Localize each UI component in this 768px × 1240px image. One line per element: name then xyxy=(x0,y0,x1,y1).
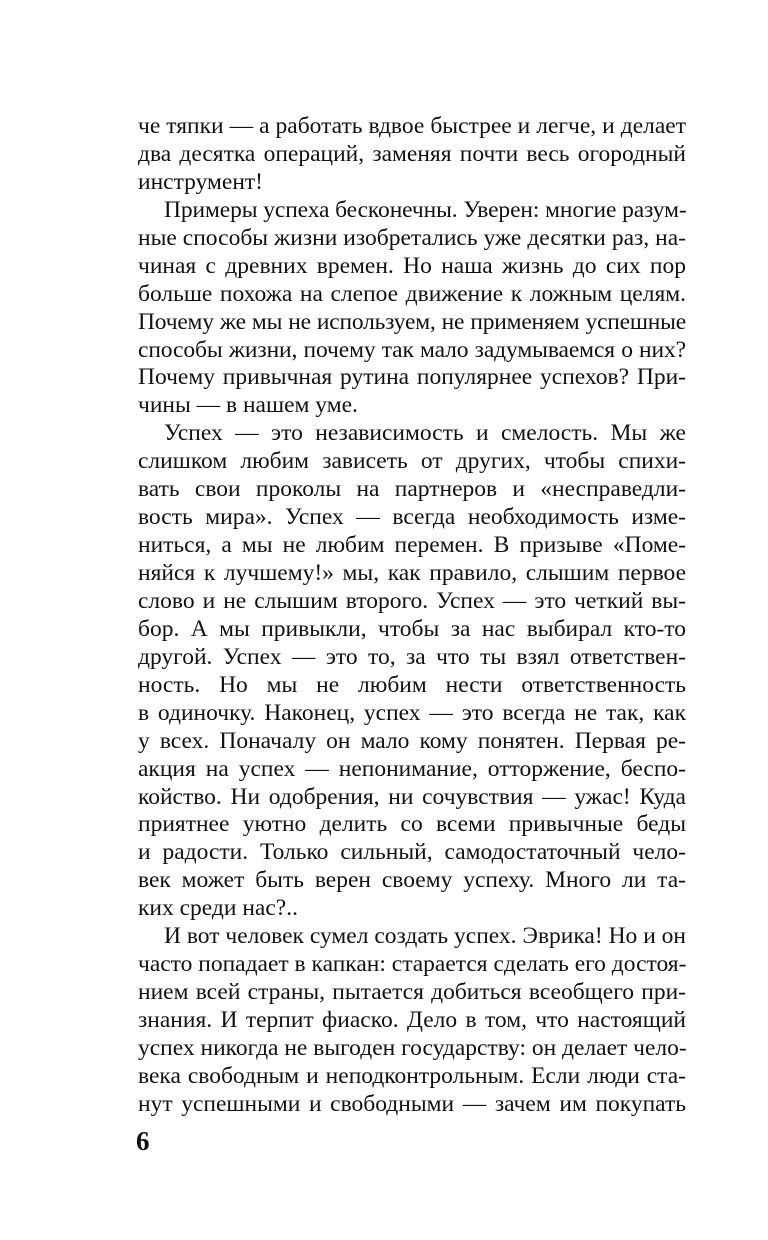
text-line: слово и не слышим второго. Успех — это четкий вы- xyxy=(138,587,686,614)
text-line: бор. А мы привыкли, чтобы за нас выбирал кто-то xyxy=(138,615,686,642)
text-line: нут успешными и свободными — зачем им покупать xyxy=(138,1090,686,1117)
text-line: приятнее уютно делить со всеми привычные беды xyxy=(138,811,686,838)
text-line: вость мира». Успех — всегда необходимость изме- xyxy=(138,504,686,531)
text-line: И вот человек сумел создать успех. Эврика! Но и он xyxy=(164,923,686,950)
text-line: у всех. Поначалу он мало кому понятен. Первая ре- xyxy=(138,727,686,754)
text-line: век может быть верен своему успеху. Много ли та- xyxy=(138,867,686,894)
text-line: в одиночку. Наконец, успех — это всегда не так, как xyxy=(138,699,686,726)
text-line: два десятка операций, заменяя почти весь огородный xyxy=(138,140,686,167)
text-line: больше похожа на слепое движение к ложным целям. xyxy=(138,280,686,307)
text-line: успех никогда не выгоден государству: он делает чело- xyxy=(138,1034,687,1061)
text-line: койство. Ни одобрения, ни сочувствия — ужас! Куда xyxy=(138,783,686,810)
text-line: ные способы жизни изобретались уже десятки раз, на- xyxy=(138,224,686,251)
text-line: знания. И терпит фиаско. Дело в том, что настоящий xyxy=(138,1007,686,1033)
text-line: акция на успех — непонимание, отторжение, беспо- xyxy=(138,755,686,782)
text-line: чины — в нашем уме. xyxy=(138,392,358,419)
text-line: нием всей страны, пытается добиться всеобщего при- xyxy=(138,979,686,1006)
text-line: и радости. Только сильный, самодостаточный чело- xyxy=(138,839,686,866)
text-line: инструмент! xyxy=(138,168,263,195)
text-line: ких среди нас?.. xyxy=(138,895,298,922)
body-text xyxy=(138,113,686,1119)
text-line: няйся к лучшему!» мы, как правило, слышим первое xyxy=(138,560,686,586)
text-line: че тяпки — а работать вдвое быстрее и легче, и делает xyxy=(138,113,686,139)
text-line: чиная с древних времен. Но наша жизнь до сих пор xyxy=(138,252,686,279)
text-line: часто попадает в капкан: старается сделать его достоя- xyxy=(138,951,687,978)
text-line: вать свои проколы на партнеров и «несправедли- xyxy=(138,476,686,503)
page-number: 6 xyxy=(136,1126,150,1156)
text-line: Успех — это независимость и смелость. Мы же xyxy=(164,420,686,447)
text-line: Примеры успеха бесконечны. Уверен: многие разум- xyxy=(164,196,687,223)
text-line: слишком любим зависеть от других, чтобы спихи- xyxy=(138,448,686,475)
text-line: ность. Но мы не любим нести ответственность xyxy=(138,671,686,698)
text-line: века свободным и неподконтрольным. Если люди ста- xyxy=(138,1062,686,1089)
text-line: Почему привычная рутина популярнее успехов? При- xyxy=(138,364,686,391)
text-line: способы жизни, почему так мало задумываемся о них? xyxy=(138,336,686,363)
text-line: Почему же мы не используем, не применяем успешные xyxy=(138,308,686,335)
text-line: другой. Успех — это то, за что ты взял ответствен- xyxy=(138,643,686,670)
text-line: ниться, а мы не любим перемен. В призыве «Поме- xyxy=(138,532,686,559)
